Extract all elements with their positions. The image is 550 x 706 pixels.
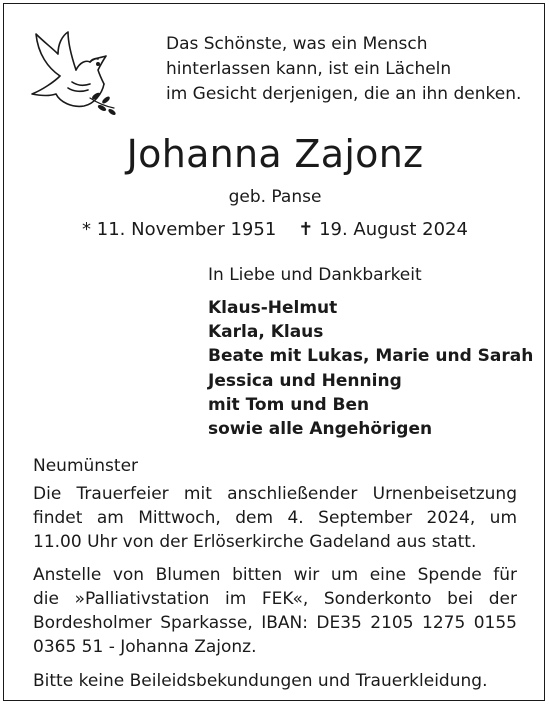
dove-icon	[28, 28, 118, 116]
funeral-paragraph	[33, 482, 517, 554]
donation-line: Bordesholmer Sparkasse, IBAN: DE35 2105 1275 0155	[33, 613, 517, 633]
mourner-entry: sowie alle Angehörigen	[208, 419, 433, 440]
birth-name: geb. Panse	[228, 187, 322, 207]
funeral-line: findet am Mittwoch, dem 4. September 2024, um	[33, 508, 517, 528]
funeral-line: Die Trauerfeier mit anschließender Urnenbeisetzung	[33, 484, 517, 504]
memorial-quote	[166, 32, 536, 107]
mourner-entry: Klaus-Helmut	[208, 298, 338, 318]
donation-line: Anstelle von Blumen bitten wir um eine Spende für	[33, 565, 517, 585]
birth-date: * 11. November 1951	[82, 219, 277, 240]
donation-line: die »Palliativstation im FEK«, Sonderkonto bei der	[33, 589, 517, 609]
deceased-name: Johanna Zajonz	[126, 132, 424, 176]
mourner-entry: Karla, Klaus	[208, 322, 324, 343]
donation-line: 0365 51 - Johanna Zajonz.	[33, 637, 257, 657]
funeral-line: 11.00 Uhr von der Erlöserkirche Gadeland aus statt.	[33, 532, 477, 552]
closing-line: Bitte keine Beileidsbekundungen und Trauerkleidung.	[33, 671, 488, 691]
quote-line: hinterlassen kann, ist ein Lächeln	[166, 59, 452, 79]
donation-paragraph	[33, 563, 517, 659]
place-name: Neumünster	[33, 456, 139, 476]
signoff-text: In Liebe und Dankbarkeit	[208, 265, 422, 285]
mourners-list	[208, 296, 533, 441]
mourner-entry: Jessica und Henning	[208, 370, 402, 391]
closing-paragraph	[33, 669, 517, 693]
quote-line: Das Schönste, was ein Mensch	[166, 34, 428, 54]
mourner-entry: mit Tom und Ben	[208, 394, 370, 415]
life-dates	[0, 218, 550, 242]
quote-line: im Gesicht derjenigen, die an ihn denken.	[166, 84, 522, 104]
death-date: ✝ 19. August 2024	[298, 219, 468, 240]
mourner-entry: Beate mit Lukas, Marie und Sarah	[208, 346, 534, 367]
